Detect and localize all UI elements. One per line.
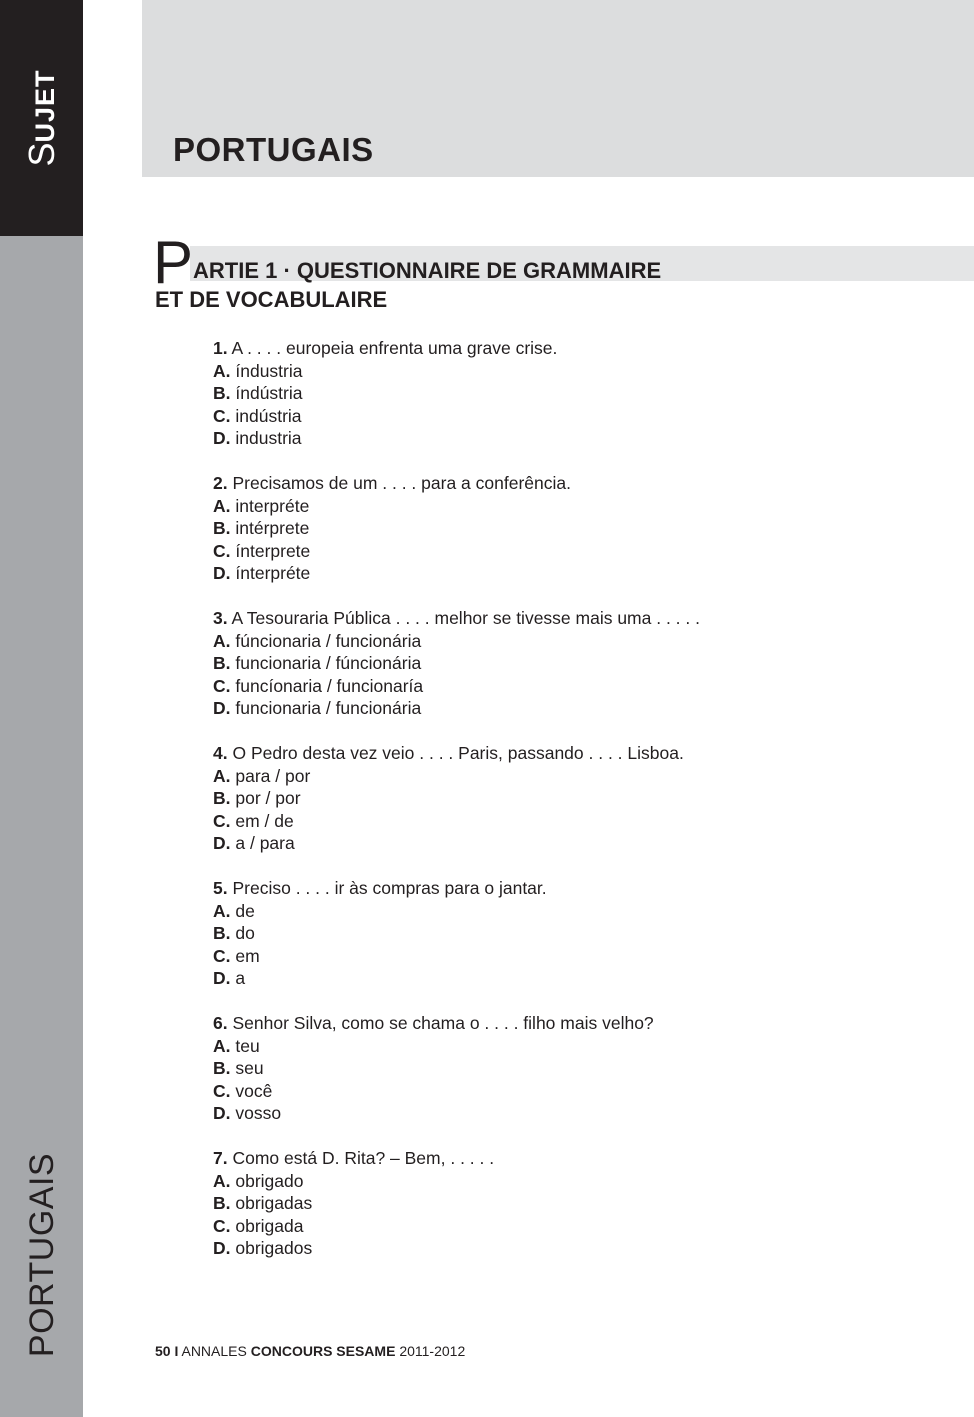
footer-years: 2011-2012 [399,1343,466,1359]
question-prompt [213,877,913,900]
question-number: 4. [213,743,228,763]
question-text: A Tesouraria Pública . . . . melhor se tivesse mais uma . . . . . [231,608,700,628]
option-text: obrigadas [235,1193,313,1213]
answer-option [213,1237,913,1260]
question-2 [213,472,913,585]
option-text: a [235,968,246,988]
question-7 [213,1147,913,1260]
answer-option [213,405,913,428]
option-letter: D. [213,968,231,988]
answer-option [213,427,913,450]
question-prompt [213,1012,913,1035]
option-letter: D. [213,698,231,718]
answer-option [213,675,913,698]
answer-option [213,832,913,855]
page-footer [155,1344,465,1358]
option-text: a / para [235,833,295,853]
option-letter: D. [213,1238,231,1258]
question-text: A . . . . europeia enfrenta uma grave crise. [231,338,558,358]
answer-option [213,495,913,518]
option-text: índustria [235,360,303,381]
option-letter: C. [213,810,231,831]
answer-option [213,1057,913,1080]
footer-concours: CONCOURS SESAME [250,1343,396,1359]
question-6 [213,1012,913,1125]
question-number: 3. [213,608,228,628]
option-letter: C. [213,1080,231,1101]
sujet-label-initial: S [21,142,62,167]
answer-option [213,360,913,383]
option-letter: D. [213,833,231,853]
option-letter: D. [213,563,231,583]
question-text: Precisamos de um . . . . para a conferência. [232,473,571,493]
option-letter: D. [213,1103,231,1123]
option-text: ínterprete [235,540,311,561]
answer-option [213,517,913,540]
footer-annales: ANNALES [181,1343,247,1359]
option-letter: A. [213,765,231,786]
question-text: Senhor Silva, como se chama o . . . . filho mais velho? [232,1013,654,1033]
sujet-label [21,69,62,167]
option-text: por / por [235,788,301,808]
question-list [213,337,913,1282]
option-text: para / por [235,765,311,786]
option-text: de [235,900,255,921]
option-letter: A. [213,1170,231,1191]
option-text: obrigados [235,1238,313,1258]
question-prompt [213,337,913,360]
option-letter: C. [213,675,231,696]
question-text: Como está D. Rita? – Bem, . . . . . [232,1148,495,1168]
option-letter: D. [213,428,231,448]
question-prompt [213,607,913,630]
footer-page-number: 50 [155,1343,171,1359]
answer-option [213,1102,913,1125]
question-text: O Pedro desta vez veio . . . . Paris, passando . . . . Lisboa. [232,743,684,763]
option-text: você [235,1080,273,1101]
answer-option [213,630,913,653]
option-letter: C. [213,405,231,426]
question-3 [213,607,913,720]
answer-option [213,562,913,585]
question-number: 2. [213,473,228,493]
answer-option [213,697,913,720]
question-number: 1. [213,338,228,358]
answer-option [213,1192,913,1215]
question-prompt [213,742,913,765]
question-5 [213,877,913,990]
option-letter: C. [213,1215,231,1236]
option-letter: B. [213,653,231,673]
option-text: industria [235,428,302,448]
option-letter: C. [213,945,231,966]
page-title: PORTUGAIS [173,131,374,168]
question-number: 5. [213,878,228,898]
answer-option [213,1080,913,1103]
question-1 [213,337,913,450]
question-prompt [213,1147,913,1170]
option-letter: C. [213,540,231,561]
option-text: teu [235,1035,260,1056]
answer-option [213,382,913,405]
option-text: em [235,945,260,966]
answer-option [213,967,913,990]
sujet-label-rest: UJET [30,69,60,143]
option-text: indústria [235,405,302,426]
option-text: vosso [235,1103,282,1123]
option-letter: A. [213,630,231,651]
answer-option [213,1215,913,1238]
footer-separator: I [174,1343,179,1359]
section-heading-initial: P [153,229,194,296]
option-letter: B. [213,383,231,403]
answer-option [213,945,913,968]
option-text: funcionaria / fúncionária [235,653,422,673]
option-letter: B. [213,518,231,538]
option-letter: A. [213,900,231,921]
option-letter: A. [213,495,231,516]
option-letter: B. [213,1193,231,1213]
option-text: fúncionaria / funcionária [235,630,422,651]
answer-option [213,900,913,923]
answer-option [213,540,913,563]
option-text: obrigada [235,1215,304,1236]
option-text: intérprete [235,518,310,538]
question-prompt [213,472,913,495]
option-text: interpréte [235,495,310,516]
question-4 [213,742,913,855]
option-text: funcionaria / funcionária [235,698,422,718]
question-number: 7. [213,1148,228,1168]
question-text: Preciso . . . . ir às compras para o jantar. [232,878,547,898]
answer-option [213,810,913,833]
section-heading-line1: ARTIE 1 · QUESTIONNAIRE DE GRAMMAIRE [193,258,662,283]
answer-option [213,787,913,810]
sidebar-subject-label: PORTUGAIS [23,1152,61,1358]
answer-option [213,1035,913,1058]
section-heading-line2: ET DE VOCABULAIRE [155,287,388,312]
option-letter: A. [213,360,231,381]
option-text: seu [235,1058,264,1078]
option-letter: B. [213,1058,231,1078]
answer-option [213,1170,913,1193]
option-letter: B. [213,923,231,943]
answer-option [213,765,913,788]
option-text: funcíonaria / funcionaría [235,675,424,696]
option-text: índústria [235,383,303,403]
option-text: obrigado [235,1170,304,1191]
answer-option [213,922,913,945]
answer-option [213,652,913,675]
option-text: em / de [235,810,294,831]
question-number: 6. [213,1013,228,1033]
option-letter: A. [213,1035,231,1056]
option-letter: B. [213,788,231,808]
option-text: ínterpréte [235,563,311,583]
option-text: do [235,923,255,943]
